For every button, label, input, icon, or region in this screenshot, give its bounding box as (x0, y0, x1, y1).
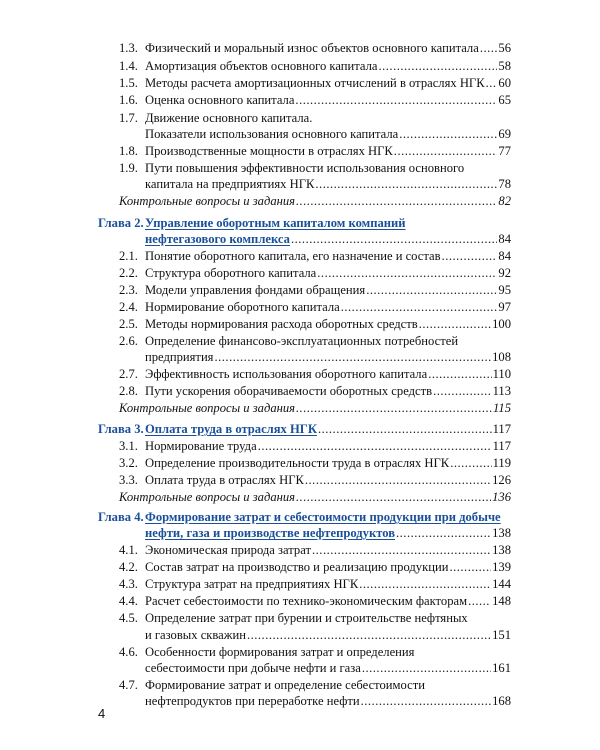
toc-entry-title: Структура оборотного капитала (145, 266, 317, 280)
toc-entry (119, 593, 511, 609)
toc-entry-page: 95 (498, 283, 511, 297)
toc-entry-title: Пути ускорения оборачиваемости оборотных средств (145, 384, 433, 398)
toc-entry (119, 383, 511, 399)
toc-entry-page: 139 (492, 560, 511, 574)
toc-chapter-number: Глава 4. (98, 510, 144, 524)
toc-entry-continuation (145, 627, 511, 643)
toc-entry-page: 119 (492, 456, 511, 470)
leader-dots (247, 627, 491, 643)
toc-entry-title: Особенности формирования затрат и определения (145, 645, 415, 659)
toc-chapter-heading (98, 509, 511, 525)
toc-entry-page: 136 (492, 490, 511, 504)
toc-entry (119, 542, 511, 558)
leader-dots (295, 92, 497, 108)
toc-entry-page: 138 (492, 526, 511, 540)
toc-entry (119, 644, 511, 660)
toc-entry-number: 1.3. (119, 41, 138, 55)
leader-dots (433, 383, 491, 399)
toc-entry-page: 84 (498, 232, 511, 246)
leader-dots (480, 40, 498, 56)
leader-dots (315, 176, 497, 192)
toc-entry-title: Определение производительности труда в отраслях НГК (145, 456, 450, 470)
toc-entry-title: Оценка основного капитала (145, 93, 295, 107)
toc-entry (119, 576, 511, 592)
toc-entry-title: Структура затрат на предприятиях НГК (145, 577, 359, 591)
toc-entry-continuation (145, 349, 511, 365)
toc-entry-page: 56 (498, 41, 511, 55)
toc-entry (119, 265, 511, 281)
toc-entry-title: Пути повышения эффективности использования основного (145, 161, 465, 175)
toc-entry-page: 82 (498, 194, 511, 208)
leader-dots (419, 316, 491, 332)
leader-dots (312, 542, 491, 558)
toc-entry-page: 97 (498, 300, 511, 314)
toc-entry-page: 144 (492, 577, 511, 591)
leader-dots (359, 576, 491, 592)
toc-entry-page: 100 (492, 317, 511, 331)
toc-entry-title: Модели управления фондами обращения (145, 283, 366, 297)
toc-entry-title: Нормирование труда (145, 439, 257, 453)
toc-entry-title: Контрольные вопросы и задания (119, 490, 296, 504)
toc-review-entry (119, 489, 511, 505)
toc-entry (119, 143, 511, 159)
toc-entry-page: 58 (498, 59, 511, 73)
toc-entry-continuation (145, 693, 511, 709)
toc-chapter-heading (98, 421, 511, 437)
toc-entry-page: 115 (493, 401, 511, 415)
toc-chapter-title: нефти, газа и производстве нефтепродуктов (145, 526, 395, 540)
toc-entry (119, 248, 511, 264)
toc-review-entry (119, 193, 511, 209)
toc-entry-number: 3.1. (119, 439, 138, 453)
toc-chapter-title: Формирование затрат и себестоимости продукции при добыче (145, 510, 501, 524)
leader-dots (396, 525, 491, 541)
leader-dots (366, 282, 497, 298)
toc-entry-title: Нормирование оборотного капитала (145, 300, 340, 314)
toc-entry-title: Амортизация объектов основного капитала (145, 59, 378, 73)
toc-entry (119, 455, 511, 471)
leader-dots (394, 143, 498, 159)
leader-dots (486, 75, 498, 91)
toc-entry (119, 282, 511, 298)
leader-dots (291, 231, 497, 247)
toc-entry-number: 4.7. (119, 678, 138, 692)
toc-entry-page: 148 (492, 594, 511, 608)
toc-entry-number: 4.3. (119, 577, 138, 591)
leader-dots (258, 438, 492, 454)
toc-entry (119, 610, 511, 626)
toc-entry-title: Оплата труда в отраслях НГК (145, 473, 304, 487)
leader-dots (305, 472, 491, 488)
toc-chapter-number: Глава 2. (98, 216, 144, 230)
toc-entry-title: и газовых скважин (145, 628, 246, 642)
toc-entry-number: 2.2. (119, 266, 138, 280)
toc-entry-number: 1.7. (119, 111, 138, 125)
toc-entry-page: 84 (498, 249, 511, 263)
toc-entry-number: 4.4. (119, 594, 138, 608)
toc-entry (119, 160, 511, 176)
toc-entry-page: 78 (498, 177, 511, 191)
toc-chapter-title: Управление оборотным капиталом компаний (145, 216, 406, 230)
toc-entry-number: 4.2. (119, 560, 138, 574)
toc-entry-page: 69 (498, 127, 511, 141)
toc-entry (119, 333, 511, 349)
toc-entry-number: 1.9. (119, 161, 138, 175)
toc-entry-page: 117 (492, 422, 511, 436)
leader-dots (296, 193, 497, 209)
leader-dots (362, 660, 491, 676)
toc-entry-page: 110 (492, 367, 511, 381)
toc-entry-title: Определение затрат при бурении и строительстве нефтяных (145, 611, 468, 625)
page-number: 4 (98, 706, 106, 721)
toc-entry (119, 677, 511, 693)
toc-entry-title: Состав затрат на производство и реализацию продукции (145, 560, 449, 574)
toc-entry-continuation (145, 660, 511, 676)
toc-entry-number: 3.2. (119, 456, 138, 470)
toc-entry-page: 117 (492, 439, 511, 453)
leader-dots (341, 299, 498, 315)
toc-chapter-title: Оплата труда в отраслях НГК (145, 422, 317, 436)
toc-entry-title: Показатели использования основного капитала (145, 127, 399, 141)
toc-entry-title: Экономическая природа затрат (145, 543, 311, 557)
toc-entry-number: 3.3. (119, 473, 138, 487)
leader-dots (428, 366, 491, 382)
toc-entry (119, 559, 511, 575)
toc-entry-continuation (145, 176, 511, 192)
toc-entry (119, 366, 511, 382)
toc-entry-number: 2.6. (119, 334, 138, 348)
leader-dots (296, 400, 492, 416)
leader-dots (468, 593, 491, 609)
toc-entry (119, 299, 511, 315)
toc-entry-number: 4.1. (119, 543, 138, 557)
toc-chapter-heading (98, 215, 511, 231)
toc-entry (119, 472, 511, 488)
leader-dots (318, 421, 492, 437)
toc-entry-title: Эффективность использования оборотного капитала (145, 367, 428, 381)
toc-entry (119, 75, 511, 91)
toc-entry-title: предприятия (145, 350, 214, 364)
leader-dots (296, 489, 491, 505)
toc-entry-title: Производственные мощности в отраслях НГК (145, 144, 393, 158)
toc-entry-title: Расчет себестоимости по технико-экономическим факторам (145, 594, 468, 608)
toc-entry-number: 2.7. (119, 367, 138, 381)
leader-dots (378, 58, 497, 74)
leader-dots (450, 455, 491, 471)
toc-entry (119, 316, 511, 332)
toc-review-entry (119, 400, 511, 416)
toc-entry-title: Движение основного капитала. (145, 111, 313, 125)
leader-dots (317, 265, 497, 281)
toc-entry-number: 1.8. (119, 144, 138, 158)
toc-chapter-heading-continuation (145, 525, 511, 541)
toc-entry-page: 126 (492, 473, 511, 487)
toc-entry-number: 2.1. (119, 249, 138, 263)
toc-entry (119, 40, 511, 56)
toc-entry-title: Определение финансово-эксплуатационных потребностей (145, 334, 459, 348)
toc-entry-page: 60 (498, 76, 511, 90)
toc-entry-title: Физический и моральный износ объектов основного капитала (145, 41, 479, 55)
leader-dots (442, 248, 498, 264)
toc-chapter-number: Глава 3. (98, 422, 144, 436)
toc-entry-title: нефтепродуктов при переработке нефти (145, 694, 360, 708)
toc-entry-title: Контрольные вопросы и задания (119, 401, 296, 415)
toc-entry-number: 2.5. (119, 317, 138, 331)
toc-entry-title: Контрольные вопросы и задания (119, 194, 296, 208)
leader-dots (361, 693, 492, 709)
toc-entry-page: 77 (498, 144, 511, 158)
toc-entry-page: 108 (492, 350, 511, 364)
leader-dots (214, 349, 491, 365)
toc-entry-page: 65 (498, 93, 511, 107)
toc-entry-number: 4.6. (119, 645, 138, 659)
toc-entry-title: Методы расчета амортизационных отчислений в отраслях НГК (145, 76, 485, 90)
toc-entry-number: 2.4. (119, 300, 138, 314)
toc-entry-number: 2.8. (119, 384, 138, 398)
toc-entry-title: Методы нормирования расхода оборотных средств (145, 317, 418, 331)
toc-entry-title: капитала на предприятиях НГК (145, 177, 315, 191)
toc-entry-number: 1.4. (119, 59, 138, 73)
toc-entry-continuation (145, 126, 511, 142)
toc-entry-page: 138 (492, 543, 511, 557)
toc-entry-page: 161 (492, 661, 511, 675)
toc-chapter-heading-continuation (145, 231, 511, 247)
toc-entry-number: 4.5. (119, 611, 138, 625)
toc-entry-page: 113 (492, 384, 511, 398)
toc-entry-number: 1.5. (119, 76, 138, 90)
toc-entry (119, 58, 511, 74)
toc-entry-page: 92 (498, 266, 511, 280)
toc-entry (119, 92, 511, 108)
toc-entry-page: 168 (492, 694, 511, 708)
toc-entry-title: Понятие оборотного капитала, его назначение и состав (145, 249, 441, 263)
leader-dots (399, 126, 497, 142)
leader-dots (449, 559, 491, 575)
toc-entry-title: Формирование затрат и определение себестоимости (145, 678, 425, 692)
toc-entry-page: 151 (492, 628, 511, 642)
toc-entry-title: себестоимости при добыче нефти и газа (145, 661, 361, 675)
toc-entry (119, 438, 511, 454)
toc-entry-number: 2.3. (119, 283, 138, 297)
toc-entry (119, 110, 511, 126)
toc-entry-number: 1.6. (119, 93, 138, 107)
toc-chapter-title: нефтегазового комплекса (145, 232, 290, 246)
